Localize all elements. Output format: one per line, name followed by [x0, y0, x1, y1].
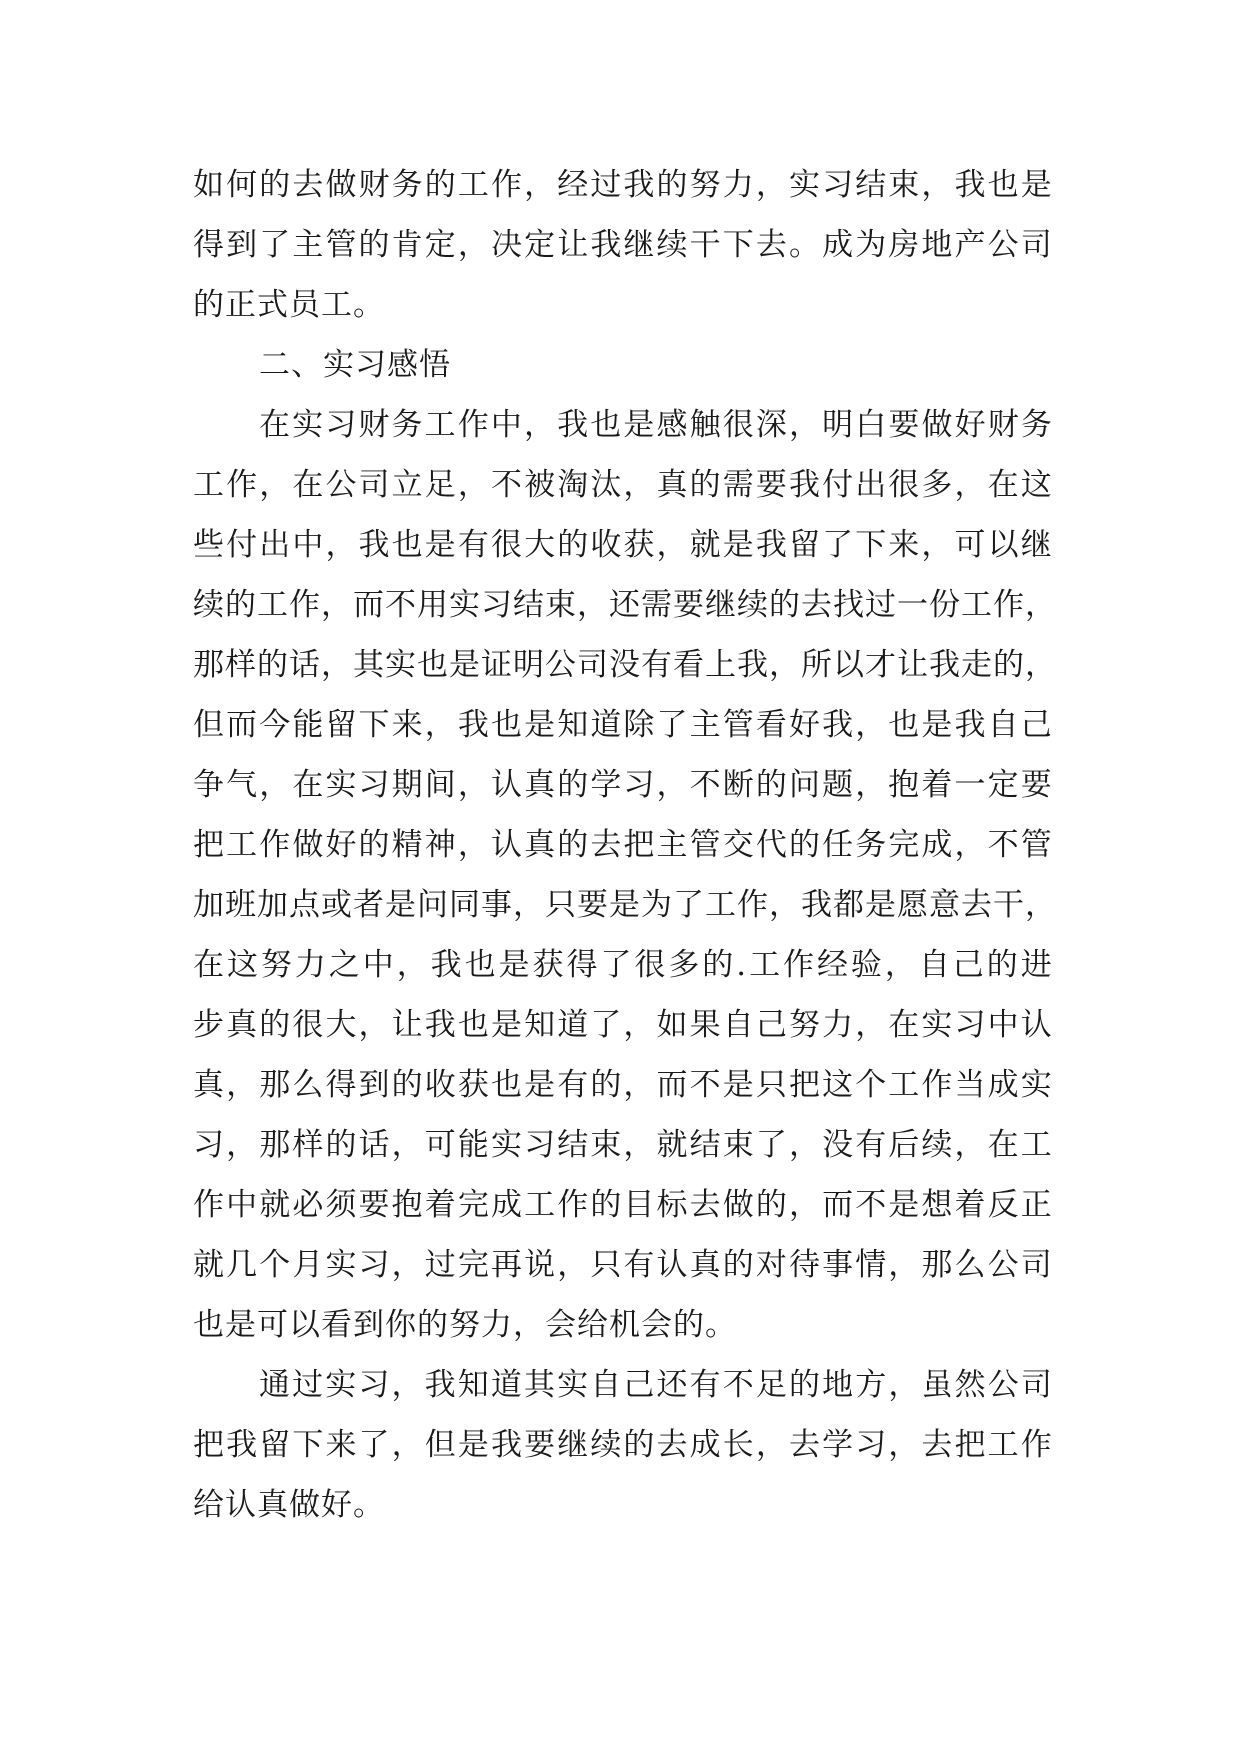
document-body	[193, 155, 1057, 1535]
text-line: 在 这 努 力 之 中 ， 我 也 是 获 得 了 很 多 的 . 工 作 经 验 ， 自 己 的 进	[193, 947, 1053, 983]
text-line: 就 几 个 月 实 习 ， 过 完 再 说 ， 只 有 认 真 的 对 待 事 情 ， 那 么 公 司	[193, 1247, 1053, 1283]
section-heading: 二、实习感悟	[259, 347, 451, 383]
text-line: 得 到 了 主 管 的 肯 定 ， 决 定 让 我 继 续 干 下 去 。 成 为 房 地 产 公 司	[193, 227, 1053, 263]
text-line: 也是可以看到你的努力，会给机会的。	[193, 1307, 737, 1343]
text-line: 习 ， 那 样 的 话 ， 可 能 实 习 结 束 ， 就 结 束 了 ， 没 有 后 续 ， 在 工	[193, 1127, 1053, 1163]
text-line: 真 ， 那 么 得 到 的 收 获 也 是 有 的 ， 而 不 是 只 把 这 个 工 作 当 成 实	[193, 1067, 1053, 1103]
text-line: 步 真 的 很 大 ， 让 我 也 是 知 道 了 ， 如 果 自 己 努 力 ， 在 实 习 中 认	[193, 1007, 1053, 1043]
text-line: 在 实 习 财 务 工 作 中 ， 我 也 是 感 触 很 深 ， 明 白 要 做 好 财 务	[259, 407, 1053, 443]
text-line: 加 班 加 点 或 者 是 问 同 事 ， 只 要 是 为 了 工 作 ， 我 都 是 愿 意 去 干 ，	[193, 887, 1057, 923]
text-line: 但 而 今 能 留 下 来 ， 我 也 是 知 道 除 了 主 管 看 好 我 ， 也 是 我 自 己	[193, 707, 1053, 743]
text-line: 些 付 出 中 ， 我 也 是 有 很 大 的 收 获 ， 就 是 我 留 了 下 来 ， 可 以 继	[193, 527, 1053, 563]
text-line: 那 样 的 话 ， 其 实 也 是 证 明 公 司 没 有 看 上 我 ， 所 以 才 让 我 走 的 ，	[193, 647, 1057, 683]
text-line: 的正式员工。	[193, 287, 385, 323]
text-line: 续 的 工 作 ， 而 不 用 实 习 结 束 ， 还 需 要 继 续 的 去 找 过 一 份 工 作 ，	[193, 587, 1057, 623]
text-line: 通 过 实 习 ， 我 知 道 其 实 自 己 还 有 不 足 的 地 方 ， 虽 然 公 司	[259, 1367, 1053, 1403]
text-line: 把 工 作 做 好 的 精 神 ， 认 真 的 去 把 主 管 交 代 的 任 务 完 成 ， 不 管	[193, 827, 1053, 863]
text-line: 给认真做好。	[193, 1487, 385, 1523]
text-line: 作 中 就 必 须 要 抱 着 完 成 工 作 的 目 标 去 做 的 ， 而 不 是 想 着 反 正	[193, 1187, 1053, 1223]
text-line: 如 何 的 去 做 财 务 的 工 作 ， 经 过 我 的 努 力 ， 实 习 结 束 ， 我 也 是	[193, 167, 1053, 203]
text-line: 争 气 ， 在 实 习 期 间 ， 认 真 的 学 习 ， 不 断 的 问 题 ， 抱 着 一 定 要	[193, 767, 1053, 803]
text-line: 把 我 留 下 来 了 ， 但 是 我 要 继 续 的 去 成 长 ， 去 学 习 ， 去 把 工 作	[193, 1427, 1053, 1463]
text-line: 工 作 ， 在 公 司 立 足 ， 不 被 淘 汰 ， 真 的 需 要 我 付 出 很 多 ， 在 这	[193, 467, 1053, 503]
